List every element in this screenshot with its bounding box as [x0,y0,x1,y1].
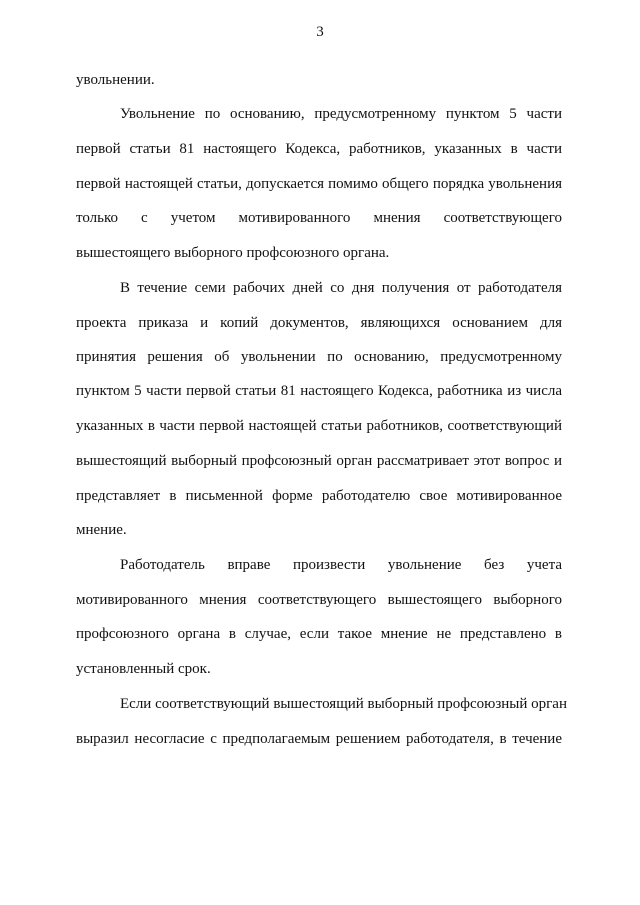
text-line: вышестоящий выборный профсоюзный орган рассматривает этот вопрос и [76,453,562,469]
text-line: профсоюзного органа в случае, если такое мнение не представлено в [76,626,562,642]
text-line: Если соответствующий вышестоящий выборный профсоюзный орган [120,696,567,712]
text-line: только с учетом мотивированного мнения соответствующего [76,210,562,226]
text-line: принятия решения об увольнении по основанию, предусмотренному [76,349,562,365]
text-line: указанных в части первой настоящей статьи работников, соответствующий [76,418,562,434]
text-line: мнение. [76,522,127,538]
text-line: Работодатель вправе произвести увольнение без учета [120,557,562,573]
page-number: 3 [316,24,324,40]
text-line: вышестоящего выборного профсоюзного органа. [76,245,390,261]
text-line: первой настоящей статьи, допускается помимо общего порядка увольнения [76,176,562,192]
text-line: проекта приказа и копий документов, являющихся основанием для [76,315,562,331]
text-line: выразил несогласие с предполагаемым решением работодателя, в течение [76,731,562,747]
text-line: пунктом 5 части первой статьи 81 настоящего Кодекса, работника из числа [76,383,562,399]
text-line: первой статьи 81 настоящего Кодекса, работников, указанных в части [76,141,562,157]
text-line: В течение семи рабочих дней со дня получения от работодателя [120,280,562,296]
text-line: увольнении. [76,72,155,88]
text-line: представляет в письменной форме работодателю свое мотивированное [76,488,562,504]
text-line: мотивированного мнения соответствующего вышестоящего выборного [76,592,562,608]
text-line: Увольнение по основанию, предусмотренному пунктом 5 части [120,106,562,122]
text-line: установленный срок. [76,661,211,677]
